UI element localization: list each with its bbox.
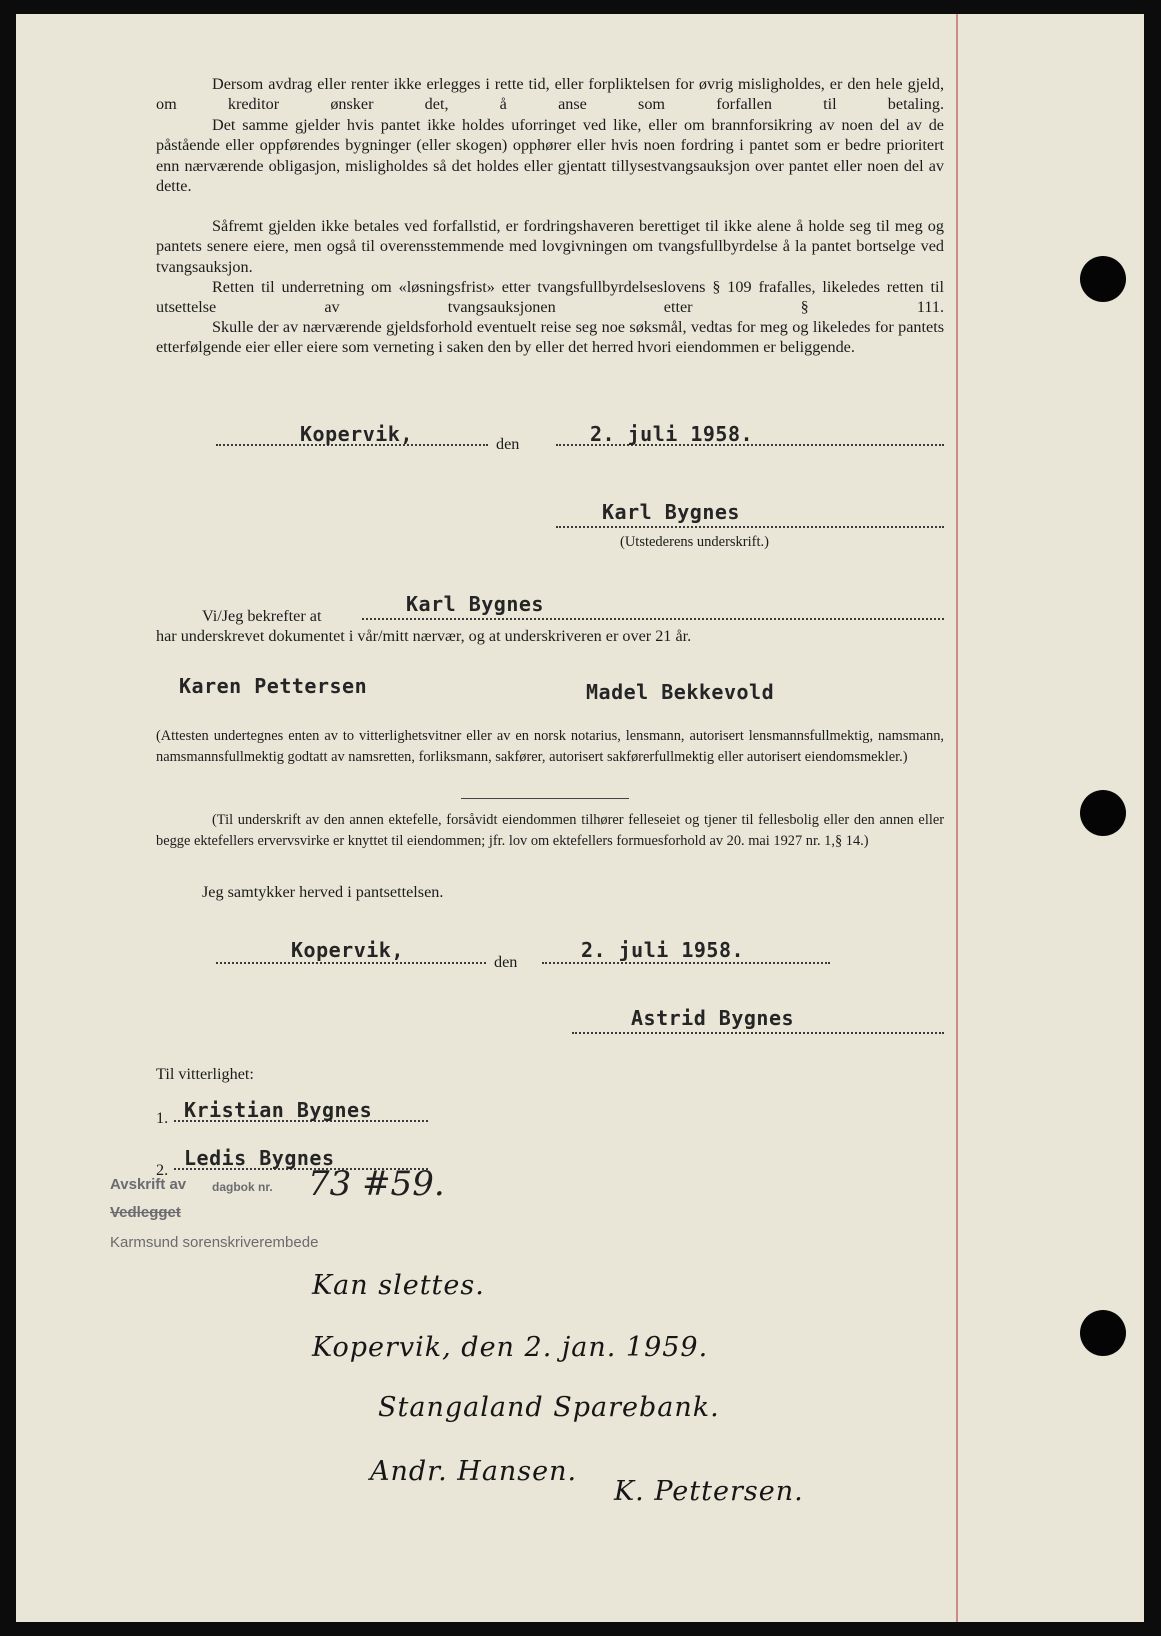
stamp-number: 73 #59. xyxy=(308,1164,445,1204)
handwritten-bank: Stangaland Sparebank. xyxy=(378,1392,720,1423)
margin-line xyxy=(956,14,958,1622)
stamp-line-3: Karmsund sorenskriverembede xyxy=(110,1234,319,1251)
den-label: den xyxy=(496,435,520,453)
confirmation-line xyxy=(362,618,944,620)
spouse-signature-line xyxy=(572,1032,944,1034)
document-page xyxy=(16,14,1144,1622)
punch-hole-bottom xyxy=(1080,1310,1126,1356)
stamp-journal: dagbok nr. xyxy=(212,1180,273,1194)
date-line-2 xyxy=(542,962,830,964)
clause-notice: Retten til underretning om «løsningsfrist» etter tvangsfullbyrdelseslovens § 109 frafalles, likeledes retten til utsettelse av tvangsauksjonen etter § 111. xyxy=(156,278,944,317)
stamp-line-2: Vedlegget xyxy=(110,1204,181,1221)
separator xyxy=(461,798,629,799)
clause-maintenance: Det samme gjelder hvis pantet ikke holdes uforringet ved like, eller om brannforsikring av noen del av de påstående eller oppførendes bygninger (eller skogen) opphører eller hvis noen fordring i pantet som er bedre prioritert enn nærværende obligasjon, misligholdes så det holdes eller gjentatt tillysestvangsauksjon over pantet eller noen del av dette. xyxy=(156,116,944,195)
confirmation-prefix: Vi/Jeg bekrefter at xyxy=(202,607,322,625)
confirmed-signer: Karl Bygnes xyxy=(406,592,544,616)
signing-date: 2. juli 1958. xyxy=(590,422,754,446)
signing-place: Kopervik, xyxy=(300,422,413,446)
clause-default: Dersom avdrag eller renter ikke erlegges i rette tid, eller forpliktelsen for øvrig misligholdes, er den hele gjeld, om kreditor ønsker det, å anse som forfallen til betaling. xyxy=(156,75,944,114)
signing-date-2: 2. juli 1958. xyxy=(581,938,745,962)
witness-number-1: 1. xyxy=(156,1109,169,1127)
stamp-line-1: Avskrift av xyxy=(110,1176,187,1193)
signature-line xyxy=(556,526,944,528)
spouse-signature: Astrid Bygnes xyxy=(631,1006,795,1030)
signature-caption: (Utstederens underskrift.) xyxy=(620,534,769,550)
witnesses-heading: Til vitterlighet: xyxy=(156,1065,254,1083)
clause-payment: Såfremt gjelden ikke betales ved forfallstid, er fordringshaveren berettiget til ikke alene å holde seg til meg og pantets senere eiere, men også til overensstemmende med lovgivningen om tvangsfullbyrdelse å la pantet bortselge ved tvangsauksjon. xyxy=(156,217,944,276)
punch-hole-middle xyxy=(1080,790,1126,836)
witness-name-1: Kristian Bygnes xyxy=(184,1098,373,1122)
handwritten-cancel: Kan slettes. xyxy=(312,1270,485,1301)
consent-text: Jeg samtykker herved i pantsettelsen. xyxy=(202,883,444,901)
witness-number-2: 2. xyxy=(156,1161,169,1179)
handwritten-signature-1: Andr. Hansen. xyxy=(370,1456,578,1487)
handwritten-date: Kopervik, den 2. jan. 1959. xyxy=(312,1332,709,1363)
spouse-note: (Til underskrift av den annen ektefelle, forsåvidt eiendommen tilhører felleseiet og tjener til fellesbolig eller den annen eller begge ektefellers ervervsvirke er knyttet til eiendommen; jfr. lov om ektefellers formuesforhold av 20. mai 1927 nr. 1,§ 14.) xyxy=(156,812,944,849)
place-line-2 xyxy=(216,962,486,964)
signing-place-2: Kopervik, xyxy=(291,938,404,962)
clause-venue: Skulle der av nærværende gjeldsforhold eventuelt reise seg noe søksmål, vedtas for meg og likeledes for pantets etterfølgende eier eller eiere som verneting i saken den by eller det herred hvori eiendommen er beliggende. xyxy=(156,318,944,357)
witness-signature-1: Karen Pettersen xyxy=(179,674,368,698)
witness-signature-2: Madel Bekkevold xyxy=(586,680,775,704)
attest-note: (Attesten undertegnes enten av to vitterlighetsvitner eller av en norsk notarius, lensmann, autorisert lensmannsfullmektig, namsmann, namsmannsfullmektig godtatt av namsretten, forliksmann, sakfører, autorisert sakførerfullmektig eller autorisert eiendomsmekler.) xyxy=(156,728,944,765)
handwritten-signature-2: K. Pettersen. xyxy=(614,1476,804,1507)
confirmation-text: har underskrevet dokumentet i vår/mitt nærvær, og at underskriveren er over 21 år. xyxy=(156,627,692,645)
punch-hole-top xyxy=(1080,256,1126,302)
issuer-signature: Karl Bygnes xyxy=(602,500,740,524)
witness-name-2: Ledis Bygnes xyxy=(184,1146,335,1170)
den-label-2: den xyxy=(494,953,518,971)
